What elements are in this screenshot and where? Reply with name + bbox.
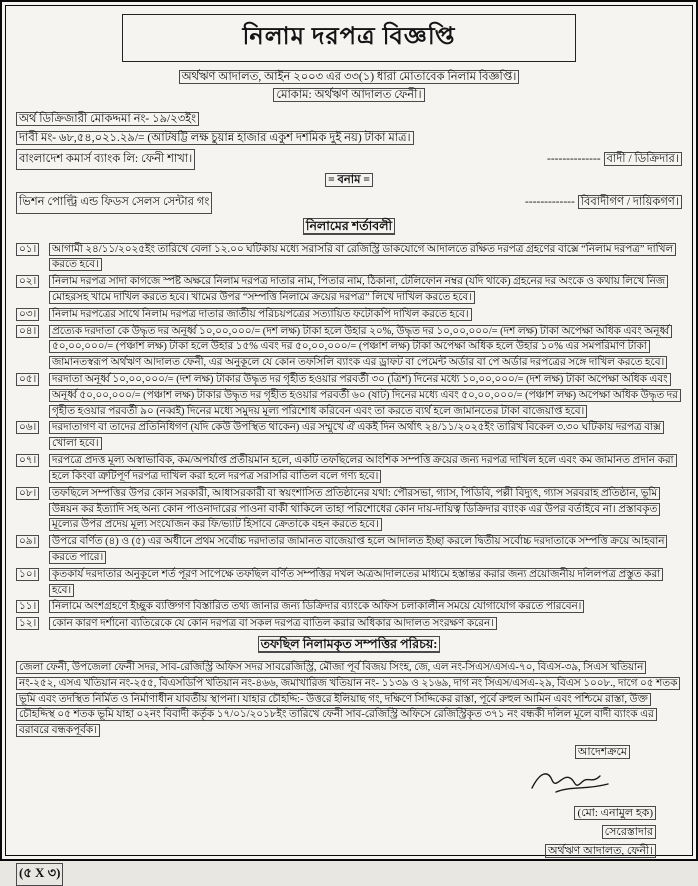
header-line-2: মোকাম: অর্থঋণ আদালত ফেনী। [16,86,682,104]
page-title: নিলাম দরপত্র বিজ্ঞপ্তি [122,14,577,62]
schedule-text: জেলা ফেনী, উপজেলা ফেনী সদর, সাব-রেজিস্ট্রি অফিস সদর সাবরেজিস্ট্রি, মৌজা পূর্ব বিজয় সিংহ, জে, এল নং-সিএস/এসএ-৭০, বিএস-৩৯, সিএস খতিয়ান নং-২৫২, এসএ খতিয়ান নং-২৫৫, বিএসডিপি খতিয়ান নং-৪৬৬, জমাখারিজ খতিয়ান নং- ১১৩৯ ও ২১৬৯, দাগ নং সিএস/এসএ-২৯, বিএস ১০০৮., দাগে ০৫ শতক ভূমি এবং তদস্থিত নির্মিত ও নির্মাণাধীন যাবতীয় স্থাপনা। যাহার চৌহদ্দি:- উত্তরে ইলিয়াছ গং, দক্ষিণে সিদ্দিকের রাস্তা, পূর্বে রুহুল আমিন এবং পশ্চিমে রাস্তা, উক্ত চৌহদ্দিস্থ ০৫ শতক ভূমি যাহা ০২নং বিবাদী কর্তৃক ১৭/০১/২০১৮ইং তারিখে ফেনী সাব-রেজিস্ট্রি অফিসে রেজিস্ট্রিকৃত ৩৭১ নং বন্ধকী দলিল মূলে বাদী ব্যাংক এর বরাবরে বন্ধকপূর্বক। [16,660,682,739]
terms-list [16,242,682,633]
defendant-label: ------------- বিবাদীগণ / দায়িকগণ। [525,193,682,213]
term-item-1: ০১। আগামী ২৪/১১/২০২৫ইং তারিখে বেলা ১২.০০ ঘটিকায় মধ্যে সরাসরি বা রেজিস্ট্রি ডাকযোগে আদালতে রক্ষিত দরপত্র গ্রহণের বাক্সে “নিলাম দরপত্র” দাখিল করতে হবে। [16,242,682,274]
term-item-2: ০২। নিলাম দরপত্র সাদা কাগজে স্পষ্ট অক্ষরে নিলাম দরপত্র দাতার নাম, পিতার নাম, ঠিকানা, টেলিফোন নম্বর (যদি থাকে) গ্রহনের দর অংকে ও কথায় লিখে নিজ মোহরসহ খামে দাখিল করতে হবে। খামের উপর “সম্পত্তি নিলামে ক্রয়ের দরপত্র” লিখে দাখিল করতে হবে। [16,274,682,306]
term-item-12: ১২। কোন কারণ দর্শানো ব্যতিরেকে যে কোন দরপত্র বা সকল দরপত্র বাতিল করার অধিকার আদালত সংরক্ষণ করেন। [16,616,682,632]
schedule-heading: তফছিল নিলামকৃত সম্পত্তির পরিচয়: [16,636,682,656]
versus-line: = বনাম = [16,171,682,191]
term-item-11: ১১। নিলামে অংশগ্রহণে ইচ্ছুক ব্যক্তিগণ বিস্তারিত তথ্য জানার জন্য ডিক্রিদার ব্যাংকে অফিস চলাকালীন সময়ে যোগাযোগ করতে পারবেন। [16,599,682,615]
term-item-8: ০৮। তফছিলে সম্পত্তির উপর কোন সরকারী, আধাসরকারী বা স্বয়ংশাসিত প্রতিষ্ঠানের যথা: পৌরসভা, গ্যাস, পিডিবি, পল্লী বিদ্যুৎ, গ্যাস সরবরাহ প্রতিষ্ঠান, ভূমি উন্নয়ন কর ইত্যাদি সহ অন্য কোন পাওনাদারের পাওনা বাকী থাকিলে তাহা পরিশোধের কোন দায়-দায়িত্ব ডিক্রিদার ব্যাংক এর উপর বর্তাইবে না। প্রস্তাবকৃত মূল্যের উপর প্রদেয় মূল্য সংযোজন কর ফি/ভ্যাট হিসাবে ক্রেতাকে বহন করতে হবে। [16,486,682,533]
terms-heading: নিলামের শর্তাবলী [16,218,682,238]
term-item-9: ০৯। উপরে বর্ণিত (৪) ও (৫) এর অধীনে প্রথম সর্বোচ্চ দরদাতার জামানত বাজেয়াপ্ত হলে আদালত ইচ্ছা করলে দ্বিতীয় সর্বোচ্চ দরদাতাকে সম্পত্তি ক্রয়ে আহবান করতে পারে। [16,534,682,566]
term-item-10: ১০। কৃতকার্য দরদাতার অনুকূলে শর্ত পূরণ সাপেক্ষে তফছিল বর্ণিত সম্পত্তির দখল অত্রআদালতের মাধ্যমে হস্তান্তর করার জন্য প্রয়োজনীয় দলিলপত্র প্রস্তুত করা হবে। [16,567,682,599]
signature-scribble [16,762,656,805]
claim-amount: দাবী মং- ৬৮,৫৪,০২১.২৯/= (আটষট্টি লক্ষ চুয়ান্ন হাজার একুশ দশমিক দুই নয়) টাকা মাত্র। [16,129,682,149]
signatory-court: অর্থঋণ আদালত, ফেনী। [16,842,656,861]
plaintiff-name: বাংলাদেশ কমার্স ব্যাংক লি: ফেনী শাখা। [16,149,195,171]
case-block [16,110,682,214]
signatory-designation: সেরেস্তাদার [16,823,656,842]
signatory-name: (মো: এনামুল হক) [16,804,656,823]
plaintiff-row [16,149,682,171]
title-wrap [16,14,682,62]
term-item-7: ০৭। দরপত্রে প্রদত্ত মূল্য অস্বাভাবিক, কম/অপর্যাপ্ত প্রতীয়মান হলে, একটি তফছিলের আংশিক সম্পত্তি ক্রয়ের জন্য দরপত্র দাখিল হলে এবং কম জামানত প্রদান করা হলে কিংবা ত্রুটিপূর্ণ দরপত্র দাখিল করা হলে দরপত্র সরাসরি বাতিল বলে গণ্য হবে। [16,453,682,485]
order-by-line: আদেশক্রমে [16,743,656,762]
header-line-1: অর্থঋণ আদালত, আইন ২০০৩ এর ৩৩(১) ধারা মোতাবেক নিলাম বিজ্ঞপ্তি। [16,68,682,86]
signature-block [16,743,682,860]
case-number: অর্থ ডিক্রিজারী মোকদ্দমা নং- ১৯/২৩ইং [16,110,682,130]
footer-row [16,863,682,886]
term-item-3: ০৩। নিলাম দরপত্রের সাথে নিলাম দরপত্র দাতার জাতীয় পরিচয়পত্রের সত্যায়িত ফটোকপি দাখিল করতে হবে। [16,307,682,323]
term-item-4: ০৪। প্রত্যেক দরদাতা কে উদ্ধৃত দর অনূর্ধ্ব ১০,০০,০০০/= (দশ লক্ষ) টাকা হলে উহার ২০%, উদ্ধৃত দর ১০,০০,০০০/= (দশ লক্ষ) টাকা অপেক্ষা অধিক এবং অনূর্ধ্ব ৫০,০০,০০০/= (পঞ্চাশ লক্ষ) টাকা হলে উহার ১৫% এবং দর ৫০,০০,০০০/= (পঞ্চাশ লক্ষ) টাকা অপেক্ষা অধিক হলে উহার ১০% এর সমপরিমাণ টাকা জামানতস্বরূপ অর্থঋণ আদালত ফেনী, এর অনুকূলে যে কোন তফসিলি ব্যাংক এর ড্রাফট বা পেমেন্ট অর্ডার বা পে অর্ডার দরপত্রের সঙ্গে দাখিল করতে হবে। [16,324,682,371]
defendant-row [16,192,682,214]
notice-frame [5,5,693,880]
term-item-5: ০৫। দরদাতা অনূর্ধ্ব ১০,০০,০০০/= (দশ লক্ষ) টাকার উদ্ধৃত দর গৃহীত হওয়ার পরবর্তী ৩০ (ত্রিশ) দিনের মধ্যে ১০,০০,০০০/= (দশ লক্ষ) টাকা অপেক্ষা অধিক এবং অনূর্ধ্ব ৫০,০০,০০০/= (পঞ্চাশ লক্ষ) টাকার উদ্ধৃত দর গৃহীত হওয়ার পরবর্তী ৬০ (ষাট) দিনের মধ্যে এবং ৫০,০০,০০০/= (পঞ্চাশ লক্ষ) অপেক্ষা অধিক উদ্ধৃত দর গৃহীত হওয়ার পরবর্তী ৯০ (নব্বই) দিনের মধ্যে সমুদয় মূল্য পরিশোধ করিবেন এবং তা করতে ব্যর্থ হলে জামানতের টাকা বাজেয়াপ্ত হবে। [16,372,682,419]
defendant-name: ভিশন পোল্ট্রি এন্ড ফিডস সেলস সেন্টার গং [16,192,212,214]
footer-mark: (৫ X ৩) [16,863,63,886]
plaintiff-label: -------------- বাদী / ডিক্রিদার। [547,150,682,170]
term-item-6: ০৬। দরদাতাগণ বা তাদের প্রতিনিধিগণ (যদি কেউ উপস্থিত থাকেন) এর সম্মুখে ঐ একই দিন অর্থাৎ ২৪/১১/২০২৫ইং তারিখ বিকেল ৩.৩০ ঘটিকায় দরপত্র বাক্স খোলা হবে। [16,420,682,452]
